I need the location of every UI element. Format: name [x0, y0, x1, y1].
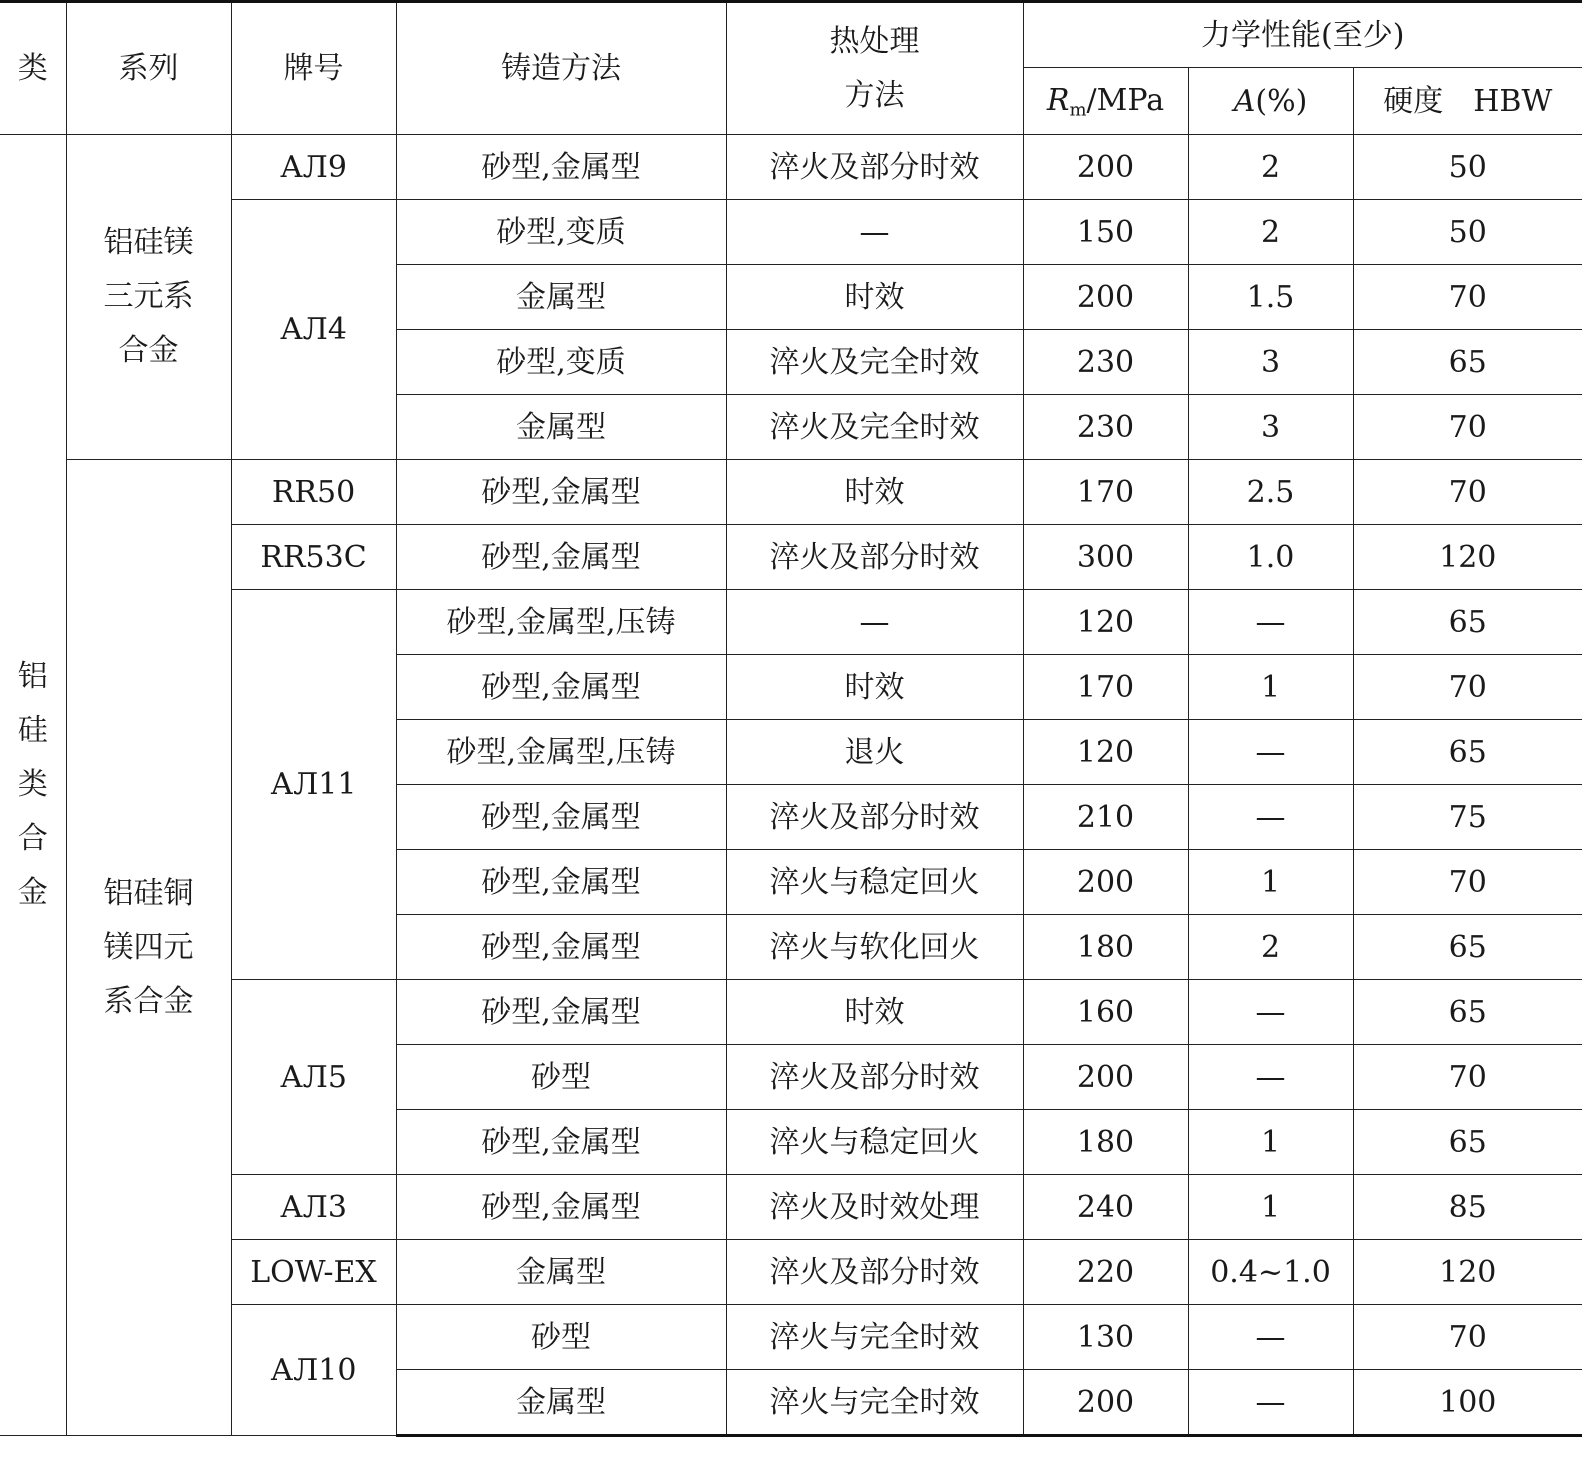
- elongation-cell: 2: [1188, 915, 1353, 980]
- elongation-cell: —: [1188, 980, 1353, 1045]
- elongation-cell: 0.4~1.0: [1188, 1240, 1353, 1305]
- casting-method-cell: 砂型,金属型: [396, 655, 726, 720]
- elongation-cell: —: [1188, 1370, 1353, 1436]
- tensile-strength-cell: 200: [1023, 265, 1188, 330]
- tensile-strength-cell: 180: [1023, 1110, 1188, 1175]
- casting-method-cell: 砂型,金属型: [396, 980, 726, 1045]
- tensile-strength-cell: 200: [1023, 1370, 1188, 1436]
- grade-cell: RR50: [231, 460, 396, 525]
- heat-treatment-cell: 淬火及部分时效: [726, 135, 1023, 200]
- elongation-cell: 1.5: [1188, 265, 1353, 330]
- casting-method-cell: 砂型,金属型: [396, 525, 726, 590]
- tensile-strength-cell: 220: [1023, 1240, 1188, 1305]
- grade-cell: АЛ10: [231, 1305, 396, 1436]
- heat-treatment-cell: 淬火及完全时效: [726, 395, 1023, 460]
- tensile-strength-cell: 230: [1023, 330, 1188, 395]
- table-row: [0, 1175, 1582, 1240]
- series-cell: [66, 460, 231, 1436]
- header-heat-treatment: [726, 2, 1023, 135]
- casting-method-cell: 砂型,金属型: [396, 915, 726, 980]
- table-row: [0, 590, 1582, 655]
- grade-cell: АЛ3: [231, 1175, 396, 1240]
- heat-treatment-cell: 淬火及部分时效: [726, 525, 1023, 590]
- hardness-cell: 65: [1353, 590, 1582, 655]
- elongation-cell: 2.5: [1188, 460, 1353, 525]
- elongation-cell: —: [1188, 1045, 1353, 1110]
- elongation-cell: 3: [1188, 330, 1353, 395]
- rm-subscript: m: [1069, 99, 1087, 120]
- hardness-cell: 70: [1353, 460, 1582, 525]
- elongation-cell: 2: [1188, 200, 1353, 265]
- hardness-cell: 70: [1353, 395, 1582, 460]
- heat-treatment-cell: 淬火及完全时效: [726, 330, 1023, 395]
- hardness-cell: 70: [1353, 265, 1582, 330]
- hardness-cell: 50: [1353, 135, 1582, 200]
- header-heat-treatment-line1: 热处理: [829, 23, 920, 59]
- casting-method-cell: 砂型,金属型: [396, 135, 726, 200]
- heat-treatment-cell: —: [726, 200, 1023, 265]
- grade-cell: LOW-EX: [231, 1240, 396, 1305]
- tensile-strength-cell: 240: [1023, 1175, 1188, 1240]
- hardness-cell: 70: [1353, 1305, 1582, 1370]
- heat-treatment-cell: 淬火与完全时效: [726, 1305, 1023, 1370]
- elongation-cell: 2: [1188, 135, 1353, 200]
- heat-treatment-cell: 淬火与稳定回火: [726, 850, 1023, 915]
- grade-cell: АЛ9: [231, 135, 396, 200]
- tensile-strength-cell: 180: [1023, 915, 1188, 980]
- hardness-cell: 100: [1353, 1370, 1582, 1436]
- hardness-cell: 120: [1353, 1240, 1582, 1305]
- tensile-strength-cell: 200: [1023, 135, 1188, 200]
- rm-unit: /MPa: [1086, 82, 1165, 118]
- hardness-cell: 65: [1353, 720, 1582, 785]
- casting-method-cell: 金属型: [396, 395, 726, 460]
- hardness-label: 硬度: [1383, 83, 1444, 119]
- tensile-strength-cell: 200: [1023, 850, 1188, 915]
- elongation-cell: —: [1188, 590, 1353, 655]
- hardness-cell: 70: [1353, 655, 1582, 720]
- hardness-cell: 70: [1353, 1045, 1582, 1110]
- header-row: [0, 2, 1582, 68]
- hardness-cell: 120: [1353, 525, 1582, 590]
- heat-treatment-cell: 时效: [726, 265, 1023, 330]
- series-cell: [66, 135, 231, 460]
- rm-symbol: R: [1046, 82, 1070, 118]
- elongation-cell: 1: [1188, 655, 1353, 720]
- heat-treatment-cell: 淬火与稳定回火: [726, 1110, 1023, 1175]
- heat-treatment-cell: 时效: [726, 980, 1023, 1045]
- tensile-strength-cell: 130: [1023, 1305, 1188, 1370]
- hardness-cell: 65: [1353, 1110, 1582, 1175]
- tensile-strength-cell: 210: [1023, 785, 1188, 850]
- elongation-cell: 3: [1188, 395, 1353, 460]
- hardness-cell: 50: [1353, 200, 1582, 265]
- casting-method-cell: 砂型,金属型: [396, 1110, 726, 1175]
- header-series: 系列: [66, 2, 231, 135]
- elongation-symbol: A: [1233, 83, 1256, 119]
- table-row: [0, 1240, 1582, 1305]
- tensile-strength-cell: 230: [1023, 395, 1188, 460]
- casting-method-cell: 砂型,金属型,压铸: [396, 720, 726, 785]
- table-row: [0, 1305, 1582, 1370]
- table-row: [0, 525, 1582, 590]
- elongation-cell: 1: [1188, 850, 1353, 915]
- heat-treatment-cell: 时效: [726, 460, 1023, 525]
- casting-method-cell: 砂型,金属型: [396, 785, 726, 850]
- table-row: [0, 460, 1582, 525]
- header-heat-treatment-line2: 方法: [844, 77, 905, 113]
- grade-cell: АЛ11: [231, 590, 396, 980]
- heat-treatment-cell: 退火: [726, 720, 1023, 785]
- casting-method-cell: 砂型,金属型: [396, 1175, 726, 1240]
- header-elongation: [1188, 68, 1353, 135]
- tensile-strength-cell: 170: [1023, 655, 1188, 720]
- casting-method-cell: 砂型,变质: [396, 330, 726, 395]
- header-casting-method: 铸造方法: [396, 2, 726, 135]
- tensile-strength-cell: 300: [1023, 525, 1188, 590]
- heat-treatment-cell: —: [726, 590, 1023, 655]
- elongation-cell: —: [1188, 1305, 1353, 1370]
- header-grade: 牌号: [231, 2, 396, 135]
- header-category: 类: [0, 2, 66, 135]
- casting-method-cell: 金属型: [396, 1370, 726, 1436]
- hardness-cell: 70: [1353, 850, 1582, 915]
- elongation-cell: 1: [1188, 1175, 1353, 1240]
- tensile-strength-cell: 160: [1023, 980, 1188, 1045]
- elongation-unit: (%): [1255, 83, 1308, 119]
- tensile-strength-cell: 200: [1023, 1045, 1188, 1110]
- header-tensile-strength: [1023, 68, 1188, 135]
- grade-cell: АЛ5: [231, 980, 396, 1175]
- casting-method-cell: 砂型,金属型,压铸: [396, 590, 726, 655]
- casting-method-cell: 砂型,变质: [396, 200, 726, 265]
- casting-method-cell: 砂型,金属型: [396, 460, 726, 525]
- hardness-cell: 65: [1353, 915, 1582, 980]
- table-row: [0, 980, 1582, 1045]
- heat-treatment-cell: 淬火及部分时效: [726, 1045, 1023, 1110]
- hardness-unit: HBW: [1473, 83, 1553, 119]
- table-row: [0, 200, 1582, 265]
- series-label: 铝硅镁三元系合金: [103, 225, 194, 368]
- heat-treatment-cell: 淬火及部分时效: [726, 785, 1023, 850]
- heat-treatment-cell: 淬火与软化回火: [726, 915, 1023, 980]
- elongation-cell: 1.0: [1188, 525, 1353, 590]
- elongation-cell: 1: [1188, 1110, 1353, 1175]
- grade-cell: АЛ4: [231, 200, 396, 460]
- tensile-strength-cell: 120: [1023, 720, 1188, 785]
- hardness-cell: 85: [1353, 1175, 1582, 1240]
- casting-method-cell: 金属型: [396, 1240, 726, 1305]
- series-label: 铝硅铜镁四元系合金: [103, 875, 194, 1019]
- casting-method-cell: 金属型: [396, 265, 726, 330]
- header-mechanical-properties: 力学性能(至少): [1023, 2, 1582, 68]
- heat-treatment-cell: 淬火及部分时效: [726, 1240, 1023, 1305]
- hardness-cell: 65: [1353, 330, 1582, 395]
- category-cell: [0, 135, 66, 1436]
- hardness-cell: 75: [1353, 785, 1582, 850]
- category-label: 铝硅类合金: [17, 659, 48, 910]
- elongation-cell: —: [1188, 785, 1353, 850]
- tensile-strength-cell: 170: [1023, 460, 1188, 525]
- heat-treatment-cell: 时效: [726, 655, 1023, 720]
- hardness-cell: 65: [1353, 980, 1582, 1045]
- heat-treatment-cell: 淬火与完全时效: [726, 1370, 1023, 1436]
- heat-treatment-cell: 淬火及时效处理: [726, 1175, 1023, 1240]
- casting-method-cell: 砂型,金属型: [396, 850, 726, 915]
- header-hardness: [1353, 68, 1582, 135]
- table-row: [0, 135, 1582, 200]
- casting-method-cell: 砂型: [396, 1045, 726, 1110]
- elongation-cell: —: [1188, 720, 1353, 785]
- casting-method-cell: 砂型: [396, 1305, 726, 1370]
- tensile-strength-cell: 120: [1023, 590, 1188, 655]
- grade-cell: RR53C: [231, 525, 396, 590]
- tensile-strength-cell: 150: [1023, 200, 1188, 265]
